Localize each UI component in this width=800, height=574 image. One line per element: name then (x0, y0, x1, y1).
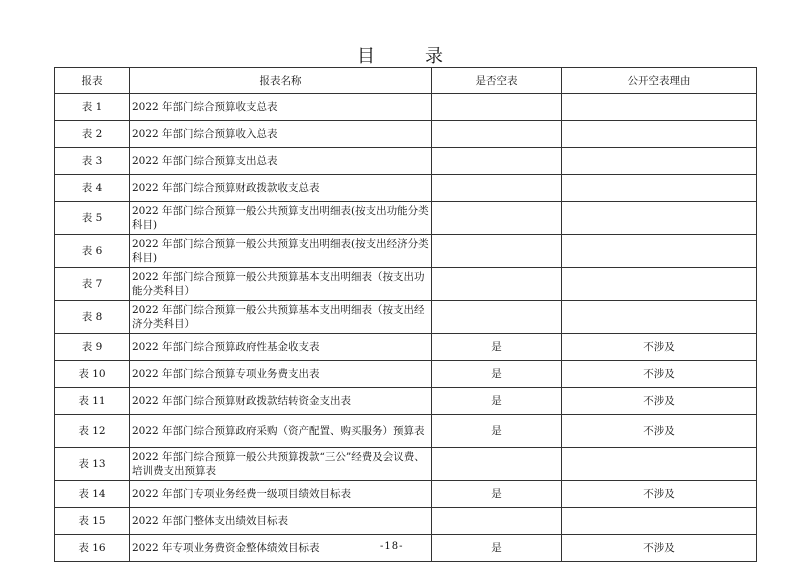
row-empty (432, 448, 562, 481)
row-name: 2022 年部门综合预算一般公共预算支出明细表(按支出经济分类科目) (130, 235, 432, 268)
table-row (55, 388, 757, 415)
row-reason: 不涉及 (562, 535, 757, 562)
row-no: 表 1 (55, 94, 130, 121)
row-empty (432, 175, 562, 202)
row-reason (562, 268, 757, 301)
table-header-row (55, 68, 757, 94)
row-no: 表 13 (55, 448, 130, 481)
table-row (55, 535, 757, 562)
row-name: 2022 年部门综合预算一般公共预算支出明细表(按支出功能分类科目) (130, 202, 432, 235)
row-empty (432, 235, 562, 268)
catalog-table (54, 67, 757, 562)
row-reason (562, 202, 757, 235)
row-reason (562, 301, 757, 334)
row-name: 2022 年部门综合预算支出总表 (130, 148, 432, 175)
header-report-no: 报表 (55, 68, 130, 94)
table-row (55, 334, 757, 361)
row-reason: 不涉及 (562, 334, 757, 361)
row-reason (562, 121, 757, 148)
row-name: 2022 年专项业务费资金整体绩效目标表 (130, 535, 432, 562)
table-row (55, 508, 757, 535)
row-reason (562, 94, 757, 121)
row-name: 2022 年部门综合预算财政拨款结转资金支出表 (130, 388, 432, 415)
row-reason (562, 508, 757, 535)
row-reason: 不涉及 (562, 415, 757, 448)
row-empty (432, 202, 562, 235)
row-name: 2022 年部门专项业务经费一级项目绩效目标表 (130, 481, 432, 508)
row-no: 表 6 (55, 235, 130, 268)
row-name: 2022 年部门综合预算收入总表 (130, 121, 432, 148)
row-name: 2022 年部门综合预算一般公共预算基本支出明细表（按支出功能分类科目） (130, 268, 432, 301)
row-empty (432, 301, 562, 334)
row-no: 表 14 (55, 481, 130, 508)
row-no: 表 8 (55, 301, 130, 334)
row-reason (562, 148, 757, 175)
header-is-empty: 是否空表 (432, 68, 562, 94)
table-row (55, 361, 757, 388)
row-no: 表 16 (55, 535, 130, 562)
row-no: 表 7 (55, 268, 130, 301)
title-char-1: 目 (357, 46, 375, 67)
table-row (55, 415, 757, 448)
row-empty: 是 (432, 481, 562, 508)
row-no: 表 5 (55, 202, 130, 235)
table-row (55, 481, 757, 508)
row-no: 表 3 (55, 148, 130, 175)
table-row (55, 235, 757, 268)
row-no: 表 4 (55, 175, 130, 202)
table-row (55, 301, 757, 334)
row-reason (562, 175, 757, 202)
row-name: 2022 年部门综合预算政府采购（资产配置、购买服务）预算表 (130, 415, 432, 448)
row-name: 2022 年部门综合预算收支总表 (130, 94, 432, 121)
row-reason (562, 448, 757, 481)
table-row (55, 268, 757, 301)
row-name: 2022 年部门综合预算一般公共预算基本支出明细表（按支出经济分类科目） (130, 301, 432, 334)
row-name: 2022 年部门整体支出绩效目标表 (130, 508, 432, 535)
row-no: 表 2 (55, 121, 130, 148)
row-no: 表 12 (55, 415, 130, 448)
row-empty (432, 94, 562, 121)
row-empty (432, 121, 562, 148)
row-reason: 不涉及 (562, 361, 757, 388)
row-reason (562, 235, 757, 268)
page-title (0, 42, 800, 68)
title-char-2: 录 (425, 46, 443, 67)
row-empty: 是 (432, 334, 562, 361)
table-row (55, 148, 757, 175)
row-no: 表 11 (55, 388, 130, 415)
row-no: 表 9 (55, 334, 130, 361)
table-row (55, 202, 757, 235)
row-name: 2022 年部门综合预算财政拨款收支总表 (130, 175, 432, 202)
header-report-name: 报表名称 (130, 68, 432, 94)
table-row (55, 94, 757, 121)
table-row (55, 175, 757, 202)
row-name: 2022 年部门综合预算专项业务费支出表 (130, 361, 432, 388)
row-reason: 不涉及 (562, 481, 757, 508)
row-empty: 是 (432, 415, 562, 448)
row-empty: 是 (432, 535, 562, 562)
row-name: 2022 年部门综合预算政府性基金收支表 (130, 334, 432, 361)
row-reason: 不涉及 (562, 388, 757, 415)
row-empty (432, 508, 562, 535)
row-empty: 是 (432, 388, 562, 415)
table-row (55, 448, 757, 481)
row-no: 表 10 (55, 361, 130, 388)
row-empty (432, 148, 562, 175)
row-no: 表 15 (55, 508, 130, 535)
page-number: -18- (380, 541, 404, 552)
table-row (55, 121, 757, 148)
row-name: 2022 年部门综合预算一般公共预算拨款“三公”经费及会议费、培训费支出预算表 (130, 448, 432, 481)
row-empty (432, 268, 562, 301)
row-empty: 是 (432, 361, 562, 388)
header-empty-reason: 公开空表理由 (562, 68, 757, 94)
